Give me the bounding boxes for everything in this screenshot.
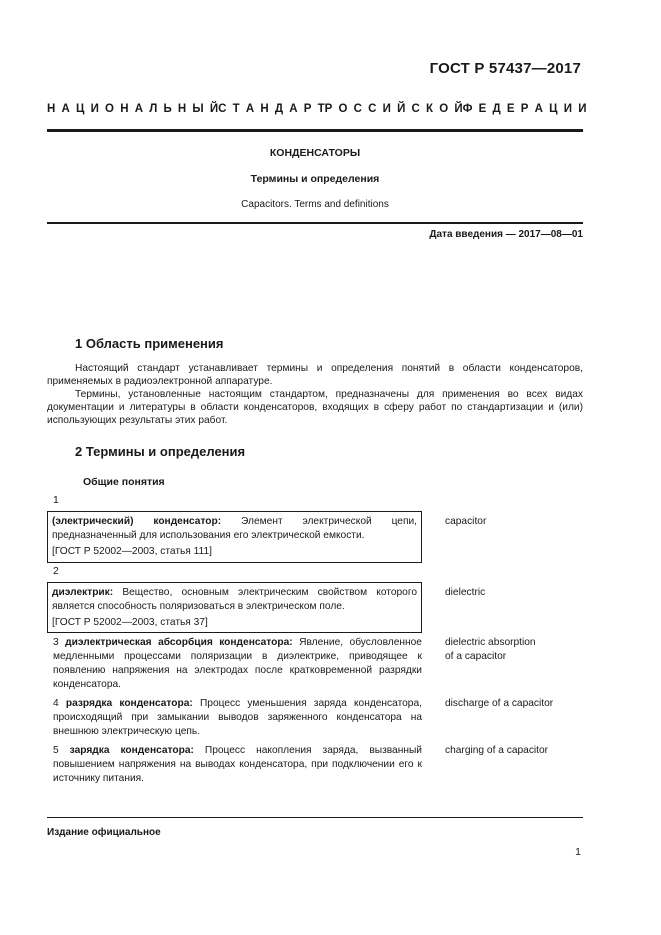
term-name: зарядка конденсатора: <box>69 745 194 756</box>
national-title-word: Н А Ц И О Н А Л Ь Н Ы Й <box>47 103 219 115</box>
english-equivalent <box>445 636 585 664</box>
section-heading: 2 Термины и определения <box>75 444 246 459</box>
term-definition <box>52 515 417 543</box>
section-1-heading <box>75 336 224 351</box>
english-equivalent: dielectric <box>445 587 486 598</box>
english-line: of a capacitor <box>445 651 507 662</box>
section-2-heading <box>75 444 245 459</box>
section-heading: 1 Область применения <box>75 336 224 351</box>
definition-text: Процесс накопления заряда, вызванный повышением напряжения на выводах конденсатора, при подключении его к источнику питания. <box>53 745 422 784</box>
term-entry <box>53 636 422 692</box>
term-number: 5 <box>53 745 59 756</box>
standard-subtitle: Термины и определения <box>250 173 380 185</box>
term-number: 2 <box>53 565 59 577</box>
title-rule <box>47 222 583 224</box>
edition-label: Издание официальное <box>47 827 161 838</box>
term-entry-boxed <box>47 511 422 563</box>
term-name: диэлектрическая абсорбция конденсатора: <box>65 637 293 648</box>
english-title: Capacitors. Terms and definitions <box>241 199 389 210</box>
paragraph: Настоящий стандарт устанавливает термины и определения понятий в области конденсаторов, применяемых в радиоэлектронной аппаратуре. <box>47 363 583 387</box>
definition-text: Явление, обусловленное медленными процессами поляризации в диэлектрике, приводящее к появлению напряжения на электродах после кратковременной разрядки конденсатора. <box>53 637 422 690</box>
standard-title: КОНДЕНСАТОРЫ <box>269 147 361 159</box>
footer-rule <box>47 817 583 818</box>
term-definition <box>52 586 417 614</box>
term-entry <box>53 697 422 739</box>
term-number: 3 <box>53 637 59 648</box>
subsection-heading: Общие понятия <box>83 476 165 488</box>
national-title-word: Ф Е Д Е Р А Ц И И <box>462 103 587 115</box>
header-rule <box>47 129 583 132</box>
introduction-date: Дата введения — 2017—08—01 <box>429 229 583 240</box>
english-equivalent: capacitor <box>445 516 487 527</box>
term-name: (электрический) конденсатор: <box>52 516 222 527</box>
term-entry <box>53 744 422 786</box>
english-line: dielectric absorption <box>445 637 536 648</box>
document-code: ГОСТ Р 57437—2017 <box>429 60 581 77</box>
definition-text: Вещество, основным электрическим свойством которого является способность поляризоваться в электрическом поле. <box>52 587 417 612</box>
national-title-word: С Т А Н Д А Р Т <box>218 103 325 115</box>
term-source: [ГОСТ Р 52002—2003, статья 37] <box>52 617 208 628</box>
term-name: разрядка конденсатора: <box>65 698 193 709</box>
english-equivalent: discharge of a capacitor <box>445 698 554 709</box>
paragraph: Термины, установленные настоящим стандартом, предназначены для применения во всех видах документации и литературы в области конденсаторов, входящих в сферу работ по стандартизации и (или) использующих результаты этих работ. <box>47 389 583 426</box>
term-number: 4 <box>53 698 59 709</box>
definition-text: Процесс уменьшения заряда конденсатора, происходящий при замыкании выводов заряженного конденсатора на внешнюю электрическую цепь. <box>53 698 422 737</box>
definition-text: Элемент электрической цепи, предназначенный для использования его электрической емкости. <box>52 516 417 541</box>
section-1-body <box>47 362 583 427</box>
national-title-word: Р О С С И Й С К О Й <box>324 103 463 115</box>
national-standard-title <box>47 103 587 115</box>
term-name: диэлектрик: <box>52 587 114 598</box>
term-entry-boxed <box>47 582 422 633</box>
term-source: [ГОСТ Р 52002—2003, статья 111] <box>52 546 212 557</box>
term-number: 1 <box>53 494 59 506</box>
english-equivalent: charging of a capacitor <box>445 745 549 756</box>
page-number: 1 <box>575 846 581 858</box>
